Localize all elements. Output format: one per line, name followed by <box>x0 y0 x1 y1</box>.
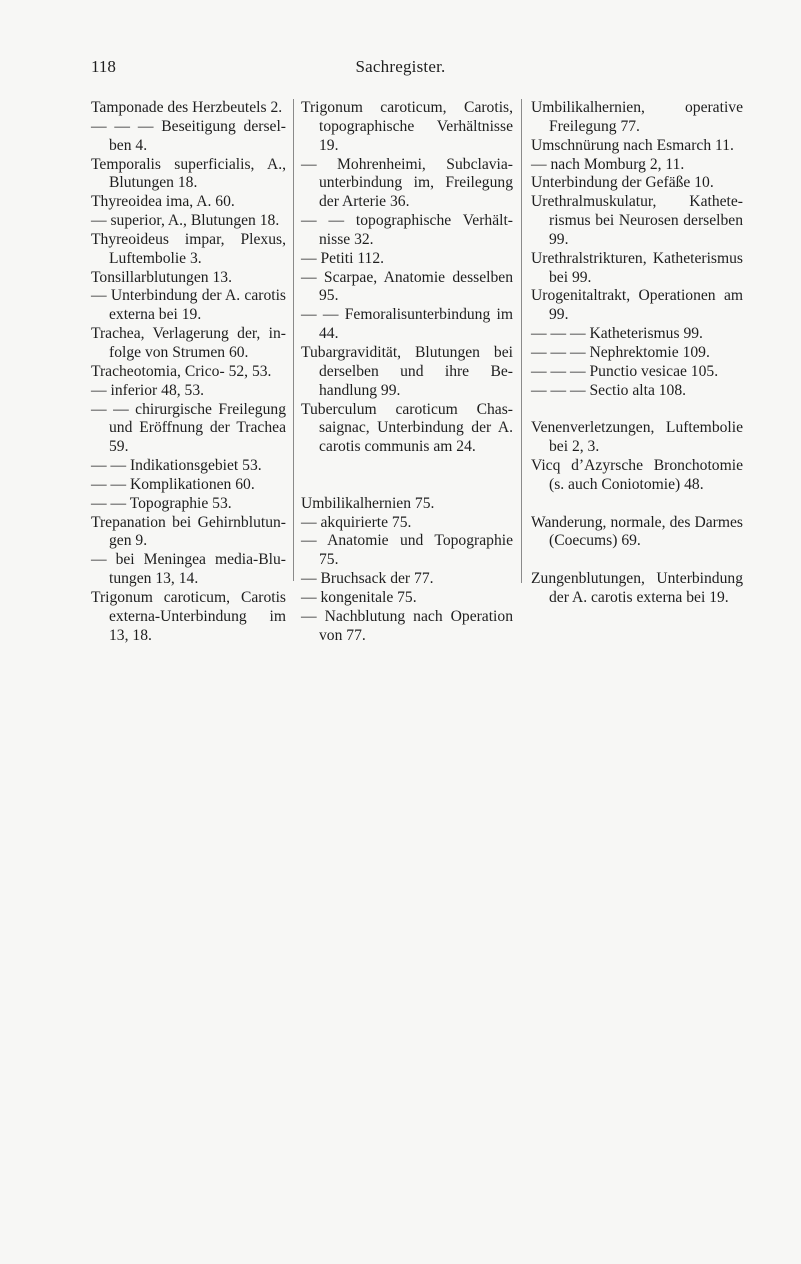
index-entry: — akquirierte 75. <box>301 513 412 531</box>
index-entry: — Bruchsack der 77. <box>301 570 434 588</box>
index-entry: — Scarpae, Anatomie desselben 95. <box>301 268 513 305</box>
index-entry: Wanderung, normale, des Darmes (Coecums) 69. <box>531 513 743 550</box>
index-entry: — Anatomie und Topographie 75. <box>301 532 513 569</box>
index-entry: Tuberculum caroticum Chassaignac, Unterbindung der A. carotis communis am 24. <box>301 400 513 456</box>
index-entry: — — — Katheterismus 99. <box>531 325 703 343</box>
index-entry: Temporalis superficialis, A., Blutungen 18. <box>91 155 286 192</box>
index-entry: — — Femoralisunterbindung im 44. <box>301 306 513 343</box>
index-entry: — inferior 48, 53. <box>91 381 205 399</box>
index-entry: Trigonum caroticum, Carotis, topographische Verhältnisse 19. <box>301 99 513 154</box>
index-entry: Urogenitaltrakt, Operationen am 99. <box>531 287 743 324</box>
index-entry: — — — Sectio alta 108. <box>531 381 687 399</box>
index-entry: Thyreoideus impar, Plexus, Luftembolie 3. <box>91 230 286 267</box>
index-entry: — Nachblutung nach Operation von 77. <box>301 607 513 644</box>
index-entry: — — Topographie 53. <box>91 494 232 512</box>
index-entry: Vicq d’Azyrsche Bronchotomie (s. auch Coniotomie) 48. <box>531 457 743 493</box>
index-entry: Urethralmuskulatur, Katheterismus bei Neurosen derselben 99. <box>531 193 743 248</box>
index-entry: Trigonum caroticum, Carotis externa-Unterbindung im 13, 18. <box>91 588 286 644</box>
index-entry: Venenverletzungen, Luftembolie bei 2, 3. <box>531 419 743 456</box>
page-header <box>0 57 801 81</box>
index-entry: — — chirurgische Freilegung und Eröffnung der Trachea 59. <box>91 400 286 456</box>
running-title: Sachregister. <box>355 57 446 76</box>
index-column-1 <box>91 99 286 645</box>
index-entry: — kongenitale 75. <box>301 588 417 606</box>
index-entry: Zungenblutungen, Unterbindung der A. carotis externa bei 19. <box>531 570 743 606</box>
index-entry: Tamponade des Herzbeutels 2. <box>91 99 283 116</box>
index-entry: Thyreoidea ima, A. 60. <box>91 193 235 211</box>
index-entry: — Mohrenheimi, Subclaviaunterbindung im, Freilegung der Arterie 36. <box>301 155 513 211</box>
index-entry: — — — Nephrektomie 109. <box>531 343 710 361</box>
index-entry: — — topographische Verhältnisse 32. <box>301 212 513 248</box>
index-entry: Unterbindung der Gefäße 10. <box>531 174 714 192</box>
index-entry: Tonsillarblutungen 13. <box>91 268 232 286</box>
index-entry: — Unterbindung der A. carotis externa bei 19. <box>91 287 286 324</box>
index-entry: — — Komplikationen 60. <box>91 475 255 493</box>
index-entry: — — Indikationsgebiet 53. <box>91 457 262 475</box>
index-column-3 <box>531 99 743 608</box>
index-entry: Tracheotomia, Crico- 52, 53. <box>91 362 272 380</box>
index-entry: Umschnürung nach Esmarch 11. <box>531 136 734 154</box>
index-entry: — Petiti 112. <box>301 249 385 267</box>
page-number: 118 <box>91 57 116 76</box>
index-entry: — superior, A., Blutungen 18. <box>91 212 280 230</box>
index-entry: Tubargravidität, Blutungen bei derselben und ihre Behandlung 99. <box>301 343 513 399</box>
column-rule-right <box>521 99 522 583</box>
index-entry: Trachea, Verlagerung der, infolge von Strumen 60. <box>91 325 286 361</box>
index-entry: — — — Beseitigung derselben 4. <box>91 117 286 154</box>
index-entry: — nach Momburg 2, 11. <box>531 155 685 173</box>
index-entry: Umbilikalhernien 75. <box>301 494 435 512</box>
index-column-2 <box>301 99 513 645</box>
index-entry: Trepanation bei Gehirnblutungen 9. <box>91 513 286 550</box>
index-entry: Umbilikalhernien, operative Freilegung 77. <box>531 99 743 135</box>
index-entry: Urethralstrikturen, Katheterismus bei 99. <box>531 249 743 286</box>
index-entry: — bei Meningea media-Blutungen 13, 14. <box>91 551 286 588</box>
column-rule-left <box>293 99 294 581</box>
index-entry: — — — Punctio vesicae 105. <box>531 362 719 380</box>
